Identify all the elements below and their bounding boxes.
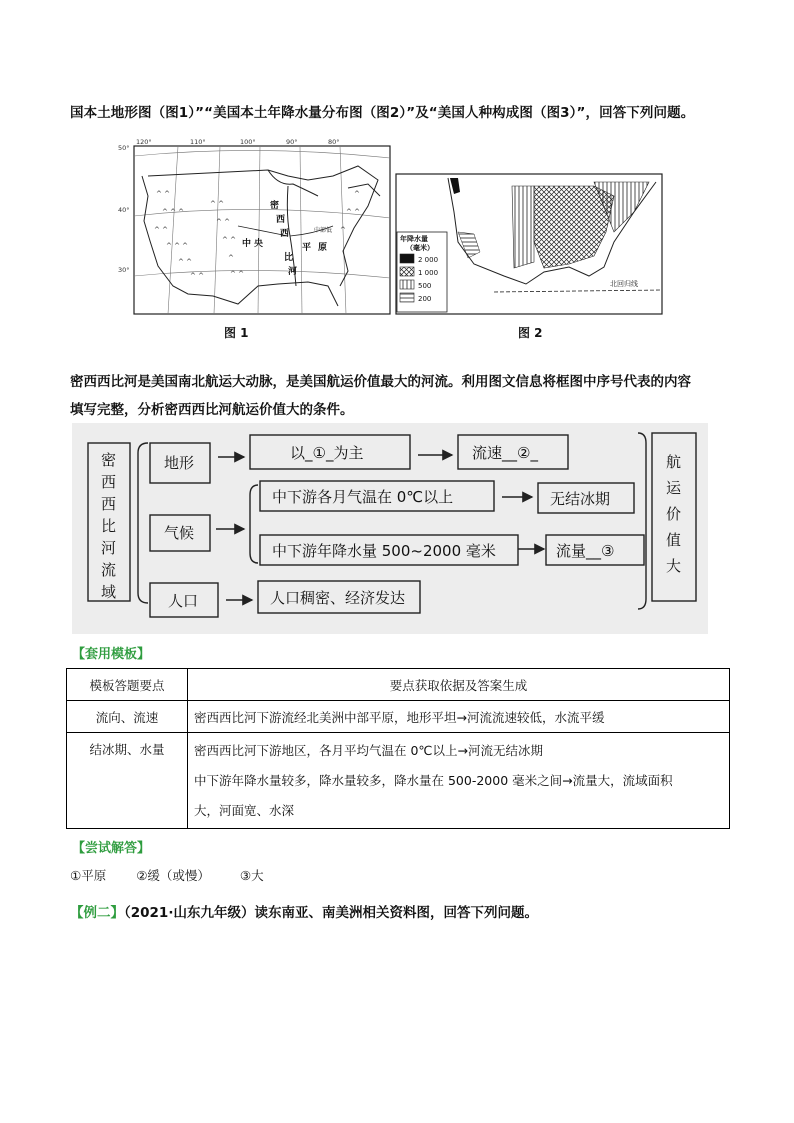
fig2-legend-value: 500 <box>418 282 432 290</box>
try-section-label: 【尝试解答】 <box>72 841 151 856</box>
fig2-tropic-label: 北回归线 <box>610 280 638 288</box>
table-value-line: 密西西比河下游地区，各月平均气温在 0℃以上→河流无结冰期 <box>194 742 543 758</box>
flow-right-char: 大 <box>666 557 682 575</box>
table-header-cell: 模板答题要点 <box>67 669 188 701</box>
fig1-lon-label: 90° <box>286 138 298 146</box>
flow-climate-rain-effect: 流量__③ <box>556 542 615 560</box>
flow-right-char: 航 <box>666 453 682 471</box>
flow-left-char: 域 <box>101 583 117 601</box>
example2-line <box>70 901 538 921</box>
svg-text:^ ^: ^ ^ <box>210 200 224 208</box>
fig2-legend-value: 200 <box>418 295 432 303</box>
table-value-line: 中下游年降水量较多，降水量较多，降水量在 500-2000 毫米之间→流量大，流域面积 <box>194 772 673 788</box>
flow-terrain: 地形 <box>164 454 195 472</box>
fig2-legend-title: 年降水量 <box>400 235 428 243</box>
flow-population: 人口 <box>168 592 199 610</box>
example2-prefix: 【例二】 <box>70 905 124 921</box>
fig1-lon-label: 80° <box>328 138 340 146</box>
fig2-caption: 图 2 <box>518 326 543 340</box>
svg-text:^ ^: ^ ^ <box>156 190 170 198</box>
flow-terrain-result: 以_①_为主 <box>290 444 364 462</box>
fig1-plain-char: 央 <box>254 239 264 249</box>
question-line-1: 密西西比河是美国南北航运大动脉，是美国航运价值最大的河流。利用图文信息将框图中序号代表的内容 <box>70 374 691 390</box>
flow-climate-temp-effect: 无结冰期 <box>550 490 611 508</box>
fig1-lon-label: 120° <box>136 138 152 146</box>
flow-left-char: 流 <box>101 561 117 579</box>
svg-text:^ ^: ^ ^ <box>190 272 204 280</box>
table-key-cell: 流向、流速 <box>67 701 188 733</box>
flow-right-char: 价 <box>666 505 682 523</box>
fig1-river-char: 比 <box>284 253 294 263</box>
fig1-lon-label: 110° <box>190 138 206 146</box>
fig2-legend-value: 2 000 <box>418 256 439 264</box>
table-row <box>67 733 730 829</box>
table-value-line: 密西西比河下游流经北美洲中部平原，地形平坦→河流流速较低，水流平缓 <box>194 709 605 725</box>
fig1-plain-char: 原 <box>318 243 328 253</box>
fig1-plain-char: 中 <box>242 239 252 249</box>
table-header-cell: 要点获取依据及答案生成 <box>188 669 730 701</box>
fig1-river-char: 西 <box>280 229 290 239</box>
svg-text:^ ^: ^ ^ <box>178 258 192 266</box>
flow-left-char: 西 <box>101 495 117 513</box>
flow-right-char: 运 <box>666 479 682 497</box>
svg-text:^ ^ ^: ^ ^ ^ <box>162 208 185 216</box>
template-section-label: 【套用模板】 <box>72 647 151 662</box>
intro-line: 国本土地形图（图1）”“美国本土年降水量分布图（图2）”及“美国人种构成图（图3）”，回答下列问题。 <box>70 105 695 121</box>
svg-text:^ ^: ^ ^ <box>230 270 244 278</box>
fig1-caption: 图 1 <box>224 326 249 340</box>
svg-text:^ ^: ^ ^ <box>346 208 360 216</box>
table-value-cell <box>188 733 730 829</box>
table-header-row <box>67 669 730 701</box>
flow-left-char: 河 <box>101 539 117 557</box>
svg-text:^: ^ <box>228 254 234 262</box>
flowchart <box>72 423 708 634</box>
fig1-plain-char: 平 <box>302 243 312 253</box>
flow-climate: 气候 <box>164 524 195 542</box>
flow-left-char: 西 <box>101 473 117 491</box>
fig2-legend-value: 1 000 <box>418 269 439 277</box>
svg-text:^: ^ <box>340 226 346 234</box>
svg-text:^ ^: ^ ^ <box>154 226 168 234</box>
question-line-2: 填写完整，分析密西西比河航运价值大的条件。 <box>70 402 354 418</box>
fig1-terrain-map <box>118 136 394 318</box>
svg-text:^ ^: ^ ^ <box>216 218 230 226</box>
table-key-cell: 结冰期、水量 <box>67 733 188 829</box>
svg-text:^ ^ ^: ^ ^ ^ <box>166 242 189 250</box>
fig1-river-char: 西 <box>276 215 286 225</box>
fig1-other-label: 中部低 <box>314 227 333 234</box>
example2-text: （2021·山东九年级）读东南亚、南美洲相关资料图，回答下列问题。 <box>124 905 538 921</box>
fig1-lon-label: 100° <box>240 138 256 146</box>
table-row <box>67 701 730 733</box>
answer-item: ②缓（或慢） <box>136 868 210 883</box>
flow-left-char: 比 <box>101 517 117 535</box>
flow-climate-rain: 中下游年降水量 500~2000 毫米 <box>272 542 496 560</box>
flow-population-result: 人口稠密、经济发达 <box>270 589 406 607</box>
answer-item: ③大 <box>239 868 264 883</box>
try-answers <box>70 866 264 884</box>
table-value-cell <box>188 701 730 733</box>
fig1-river-char: 密 <box>270 201 280 211</box>
template-table <box>66 668 730 829</box>
flow-left-char: 密 <box>101 451 117 469</box>
svg-text:^: ^ <box>354 190 360 198</box>
fig1-lat-label: 30° <box>118 266 130 274</box>
answer-item: ①平原 <box>70 868 107 883</box>
fig1-lat-label: 50° <box>118 144 130 152</box>
fig1-river-char: 河 <box>288 267 298 277</box>
svg-text:^ ^: ^ ^ <box>222 236 236 244</box>
fig1-lat-label: 40° <box>118 206 130 214</box>
fig2-legend-unit: （毫米） <box>406 244 434 252</box>
flow-right-char: 值 <box>666 531 682 549</box>
fig2-precipitation-map <box>394 172 666 318</box>
flow-terrain-effect: 流速__②_ <box>472 444 538 462</box>
flow-climate-temp: 中下游各月气温在 0℃以上 <box>272 488 454 506</box>
table-value-line: 大，河面宽、水深 <box>194 802 295 818</box>
